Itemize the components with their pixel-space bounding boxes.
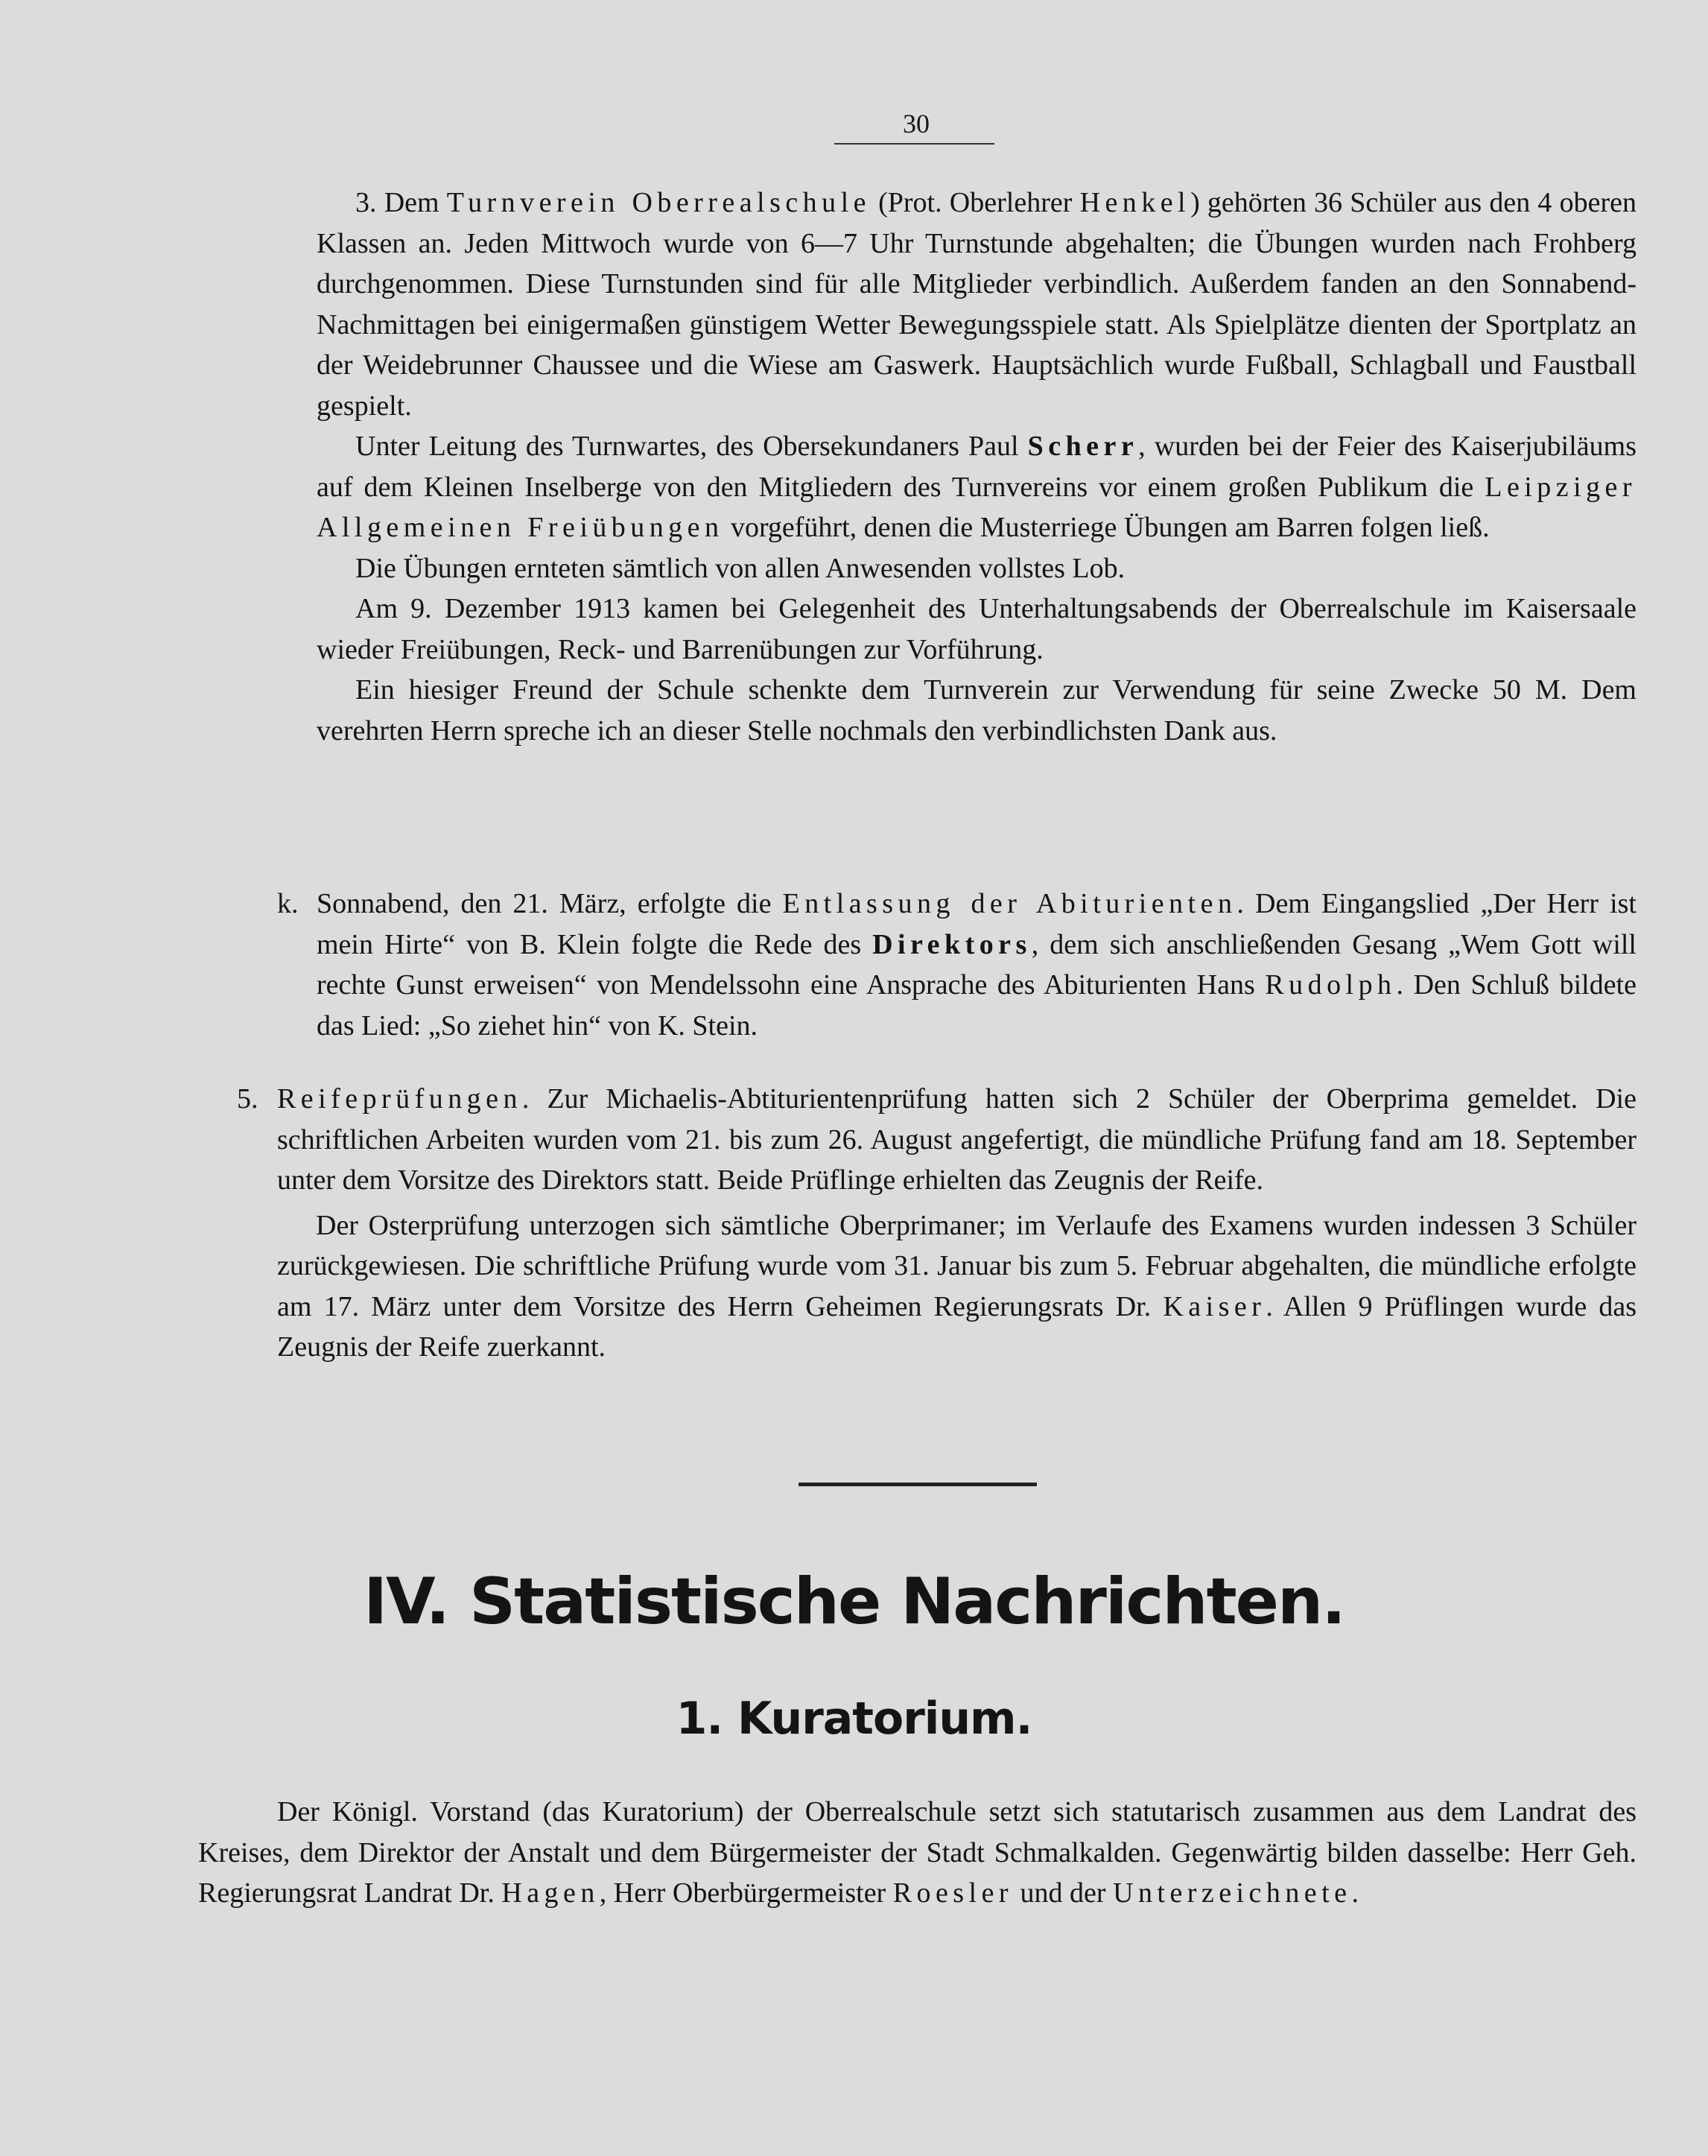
text-run: . Den Schluß bildete das Lied: „So ziehet hin“ von K. Stein. [317, 969, 1636, 1041]
text-run: und der [1013, 1877, 1114, 1909]
text-run: . Dem Eingangslied „Der Herr ist mein Hirte“ von B. Klein folgte die Rede des [317, 888, 1636, 960]
spaced-title-reifepruefungen: Reifeprüfungen [277, 1083, 522, 1115]
spaced-name-henkel: Henkel [1079, 187, 1191, 218]
spaced-name-turnverein: Turnverein Oberrealschule [446, 187, 871, 218]
text-run: vorgeführt, denen die Musterriege Übungen am Barren folgen ließ. [723, 512, 1490, 543]
section-title: IV. Statistische Nachrichten. [363, 1564, 1345, 1639]
text-run: , dem sich anschließenden Gesang „Wem Gott will rechte Gunst erweisen“ von Mendelssohn eine Ansprache des Abiturienten Hans [317, 928, 1636, 1001]
turnverein-paragraph-2 [317, 426, 1636, 548]
text-run: ) gehörten 36 Schüler aus den 4 oberen Klassen an. Jeden Mittwoch wurde von 6—7 Uhr Turnstunde abgehalten; die Übungen wurden nach Frohberg durchgenommen. Diese Turnstunden sind für alle Mitglieder verbindlich. Außerdem fanden an den Sonnabend-Nachmittagen bei einigermaßen günstigem Wetter Bewegungsspiele statt. Als Spielplätze dienten der Sportplatz an der Weidebrunner Chaussee und die Wiese am Gaswerk. Hauptsächlich wurde Fußball, Schlagball und Faustball gespielt. [317, 187, 1636, 422]
spaced-name-rudolph: Rudolph [1265, 969, 1397, 1001]
spaced-title-entlassung: Entlassung der Abiturienten [782, 888, 1237, 919]
text-run: . Allen 9 Prüflingen wurde das Zeugnis der Reife zuerkannt. [277, 1290, 1636, 1363]
text-run: Sonnabend, den 21. März, erfolgte die [317, 888, 783, 919]
spaced-word-unterzeichnete: Unterzeichnete [1113, 1877, 1352, 1909]
section-k-block [317, 884, 1636, 1046]
text-run: 3. Dem [355, 187, 447, 218]
section-5-paragraph-2 [277, 1205, 1636, 1368]
text-run: Der Osterprüfung unterzogen sich sämtliche Oberprimaner; im Verlaufe des Examens wurden indessen 3 Schüler zurückgewiesen. Die schriftliche Prüfung wurde vom 31. Januar bis zum 5. Februar abgehalten, die mündliche erfolgte am 17. März unter dem Vorsitze des Herrn Geheimen Regierungsrats Dr. [277, 1209, 1636, 1322]
text-run: , wurden bei der Feier des Kaiserjubiläums auf dem Kleinen Inselberge von den Mitgliedern des Turnvereins vor einem großen Publikum die [317, 431, 1637, 503]
page-number-rule [834, 143, 994, 145]
turnverein-paragraph-3: Die Übungen ernteten sämtlich von allen Anwesenden vollstes Lob. [355, 552, 1126, 584]
text-run: . [1351, 1877, 1359, 1909]
section-5-label: 5. [237, 1083, 258, 1115]
spaced-name-scherr: Scherr [1027, 431, 1139, 462]
turnverein-paragraph-4: Am 9. Dezember 1913 kamen bei Gelegenheit des Unterhaltungsabends der Oberrealschule im Kaisersaale wieder Freiübungen, Reck- und Barrenübungen zur Vorführung. [317, 593, 1636, 665]
turnverein-block [317, 183, 1636, 751]
text-run: , Herr Oberbürgermeister [599, 1877, 893, 1909]
text-run: . Zur Michaelis-Abtiturientenprüfung hatten sich 2 Schüler der Oberprima gemeldet. Die schriftlichen Arbeiten wurden vom 21. bis zum 26. August angefertigt, die mündliche Prüfung fand am 18. September unter dem Vorsitze des Direktors statt. Beide Prüflinge erhielten das Zeugnis der Reife. [277, 1083, 1636, 1196]
section-5-block [277, 1079, 1636, 1368]
kuratorium-block [198, 1792, 1636, 1914]
section-5-paragraph-1 [277, 1079, 1636, 1201]
turnverein-paragraph-5: Ein hiesiger Freund der Schule schenkte dem Turnverein zur Verwendung für seine Zwecke 50 M. Dem verehrten Herrn spreche ich an dieser Stelle nochmals den verbindlichsten Dank aus. [317, 674, 1636, 746]
spaced-name-hagen: Hagen [501, 1877, 600, 1909]
text-run: Unter Leitung des Turnwartes, des Obersekundaners Paul [355, 431, 1028, 462]
turnverein-paragraph-1 [317, 183, 1636, 426]
spaced-name-kaiser: Kaiser [1163, 1290, 1266, 1322]
spaced-name-roesler: Roesler [892, 1877, 1014, 1909]
page-number: 30 [903, 109, 930, 139]
text-run: Der Königl. Vorstand (das Kuratorium) der Oberrealschule setzt sich statutarisch zusammen aus dem Landrat des Kreises, dem Direktor der Anstalt und dem Bürgermeister der Stadt Schmalkalden. Gegenwärtig bilden dasselbe: Herr Geh. Regierungsrat Landrat Dr. [198, 1796, 1636, 1909]
section-k-paragraph [317, 884, 1636, 1046]
text-run: (Prot. Oberlehrer [870, 187, 1080, 218]
section-k-label: k. [277, 888, 299, 919]
kuratorium-paragraph [198, 1792, 1636, 1914]
spaced-title-freiuebungen: Leipziger Allgemeinen Freiübungen [317, 471, 1636, 543]
spaced-name-direktor: Direktors [872, 928, 1032, 960]
section-divider [799, 1483, 1037, 1486]
subsection-title: 1. Kuratorium. [676, 1693, 1032, 1745]
